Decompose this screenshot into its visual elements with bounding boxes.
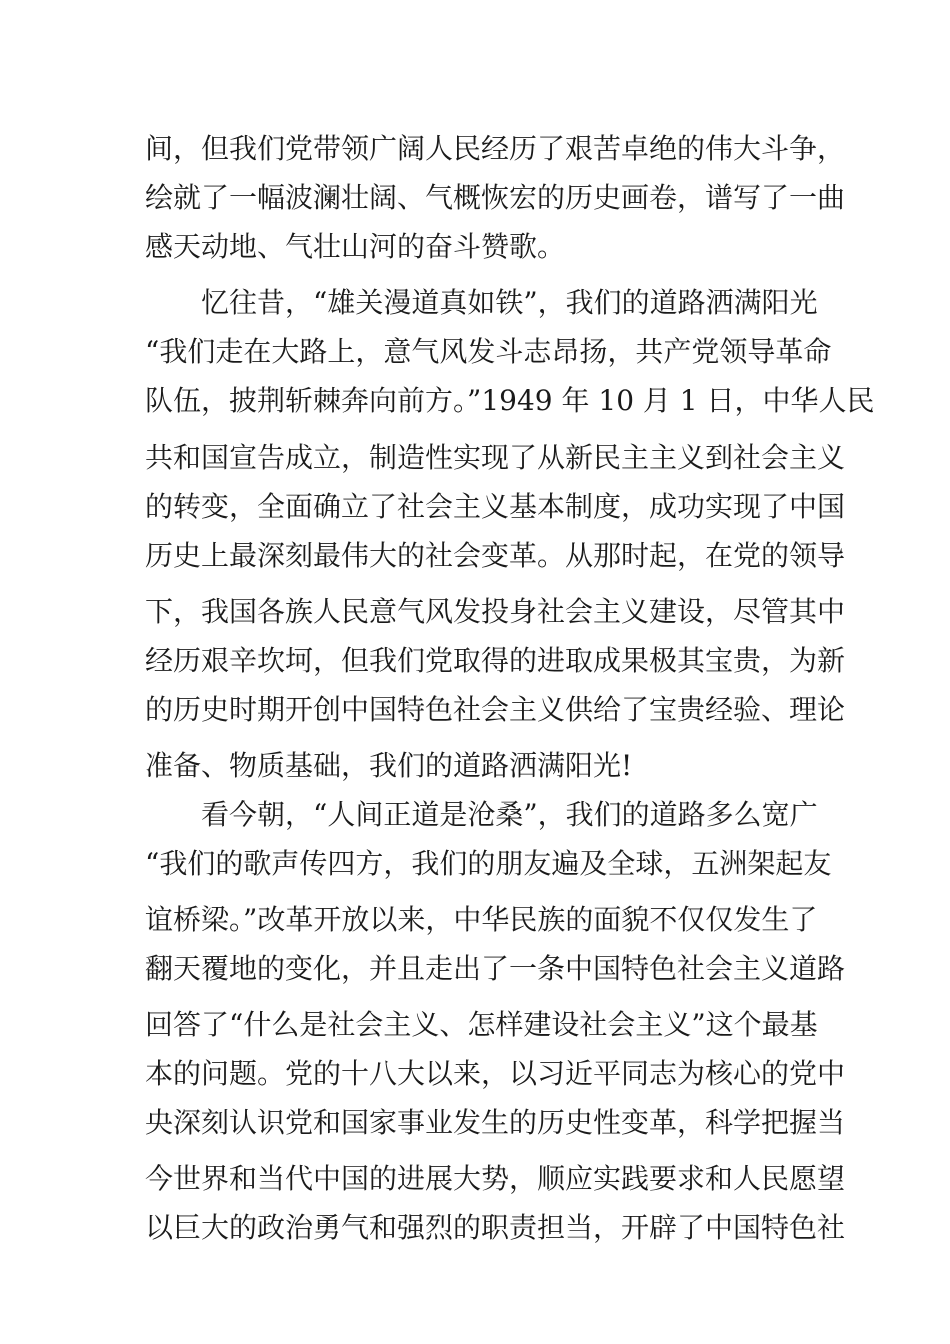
text-line: 的历史时期开创中国特色社会主义供给了宝贵经验、理论	[145, 693, 846, 726]
text-line: 队伍，披荆斩棘奔向前方。”1949 年 10 月 1 日，中华人民	[145, 384, 875, 417]
text-line: 本的问题。党的十八大以来，以习近平同志为核心的党中	[145, 1057, 846, 1090]
text-line: “我们的歌声传四方，我们的朋友遍及全球，五洲架起友	[145, 847, 832, 880]
paragraph-first-line: 看今朝，“人间正道是沧桑”，我们的道路多么宽广	[201, 798, 818, 831]
text-line: 的转变，全面确立了社会主义基本制度，成功实现了中国	[145, 490, 846, 523]
text-line: 谊桥梁。”改革开放以来，中华民族的面貌不仅仅发生了	[145, 903, 818, 936]
text-line: “我们走在大路上，意气风发斗志昂扬，共产党领导革命	[145, 335, 832, 368]
text-line: 感天动地、气壮山河的奋斗赞歌。	[145, 230, 566, 263]
paragraph-first-line: 忆往昔，“雄关漫道真如铁”，我们的道路洒满阳光	[201, 286, 818, 319]
text-line: 央深刻认识党和国家事业发生的历史性变革，科学把握当	[145, 1106, 846, 1139]
text-line: 以巨大的政治勇气和强烈的职责担当，开辟了中国特色社	[145, 1211, 846, 1244]
text-line: 今世界和当代中国的进展大势，顺应实践要求和人民愿望	[145, 1162, 846, 1195]
text-line: 准备、物质基础，我们的道路洒满阳光!	[145, 749, 633, 782]
text-line: 回答了“什么是社会主义、怎样建设社会主义”这个最基	[145, 1008, 818, 1041]
text-line: 历史上最深刻最伟大的社会变革。从那时起，在党的领导	[145, 539, 846, 572]
text-line: 经历艰辛坎坷，但我们党取得的进取成果极其宝贵，为新	[145, 644, 846, 677]
text-line: 翻天覆地的变化，并且走出了一条中国特色社会主义道路	[145, 952, 846, 985]
text-line: 共和国宣告成立，制造性实现了从新民主主义到社会主义	[145, 441, 846, 474]
text-line: 下，我国各族人民意气风发投身社会主义建设，尽管其中	[145, 595, 846, 628]
text-line: 间，但我们党带领广阔人民经历了艰苦卓绝的伟大斗争，	[145, 132, 846, 165]
text-line: 绘就了一幅波澜壮阔、气概恢宏的历史画卷，谱写了一曲	[145, 181, 846, 214]
